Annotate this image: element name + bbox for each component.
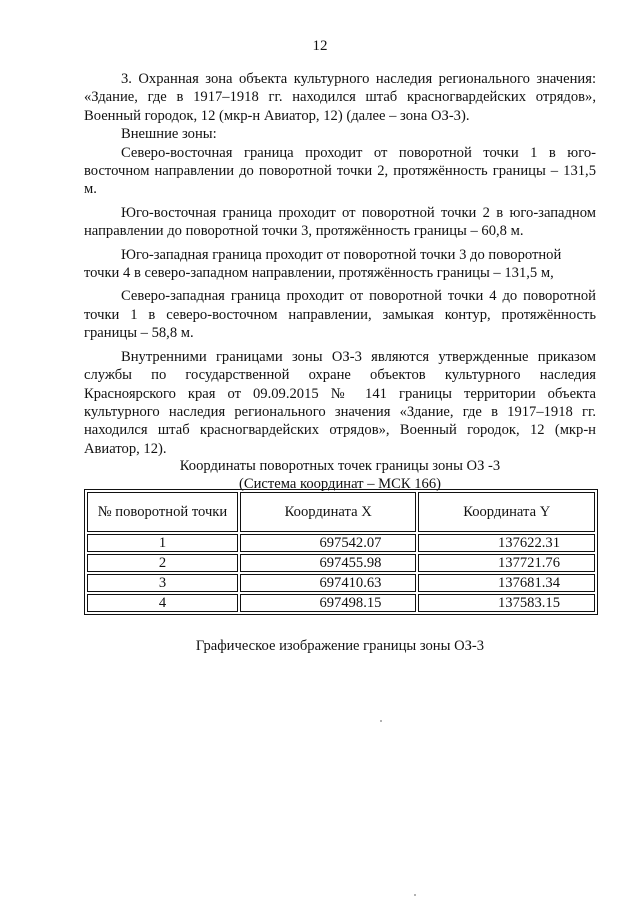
table-caption [84,457,596,493]
paragraph-intro: 3. Охранная зона объекта культурного наследия регионального значения: «Здание, где в 1917–1918 гг. находился штаб красногвардейских отрядов», Военный городок, 12 (мкр-н Авиатор, 12) (далее – зона ОЗ-3). [84,71,596,124]
cell-coordinate-x: 697410.63 [240,574,417,592]
paragraph-nw-boundary: Северо-западная граница проходит от поворотной точки 4 до поворотной точки 1 в северо-восточном направлении, замыкая контур, протяжённость границы – 58,8 м. [84,288,596,342]
table-caption-system: (Система координат – МСК 166) [238,476,441,492]
cell-coordinate-x: 697455.98 [240,554,417,572]
header-coordinate-x: Координата X [240,492,417,532]
header-coordinate-y: Координата Y [418,492,595,532]
cell-coordinate-x: 697498.15 [240,594,417,612]
paragraph-ne-boundary: Северо-восточная граница проходит от поворотной точки 1 в юго-восточном направлении до поворотной точки 2, протяжённость границы – 131,5 м. [84,144,596,198]
cell-coordinate-y: 137721.76 [418,554,595,572]
graphic-title: Графическое изображение границы зоны ОЗ-3 [195,638,485,654]
table-row [87,534,595,552]
table-row [87,594,595,612]
paragraph-sw-boundary: Юго-западная граница проходит от поворотной точки 3 до поворотной точки 4 в северо-западном направлении, протяжённость границы – 131,5 м, [84,246,562,282]
paragraph-inner-boundary: Внутренними границами зоны ОЗ-3 являются утвержденные приказом службы по государственной охране объектов культурного наследия Красноярского края от 09.09.2015 № 141 границы территории объекта культурного наследия регионального значения «Здание, где в 1917–1918 гг. находился штаб красногвардейских отрядов», Военный городок, 12 (мкр-н Авиатор, 12). [84,348,596,457]
cell-point-number: 3 [87,574,238,592]
cell-coordinate-y: 137622.31 [418,534,595,552]
scan-speck [380,720,382,722]
scan-speck [414,894,416,896]
document-body [84,70,596,458]
cell-coordinate-y: 137583.15 [418,594,595,612]
header-point-number: № поворотной точки [87,492,238,532]
cell-point-number: 4 [87,594,238,612]
paragraph-se-boundary: Юго-восточная граница проходит от поворотной точки 2 в юго-западном направлении до поворотной точки 3, протяжённость границы – 60,8 м. [84,204,596,240]
table-caption-title: Координаты поворотных точек границы зоны ОЗ -3 [179,458,501,474]
table-row [87,554,595,572]
cell-point-number: 2 [87,554,238,572]
paragraph-outer-heading: Внешние зоны: [121,126,217,143]
cell-point-number: 1 [87,534,238,552]
cell-coordinate-x: 697542.07 [240,534,417,552]
page-number: 12 [312,38,328,54]
cell-coordinate-y: 137681.34 [418,574,595,592]
table-header-row [87,492,595,532]
table-row [87,574,595,592]
coordinates-table [84,489,598,615]
